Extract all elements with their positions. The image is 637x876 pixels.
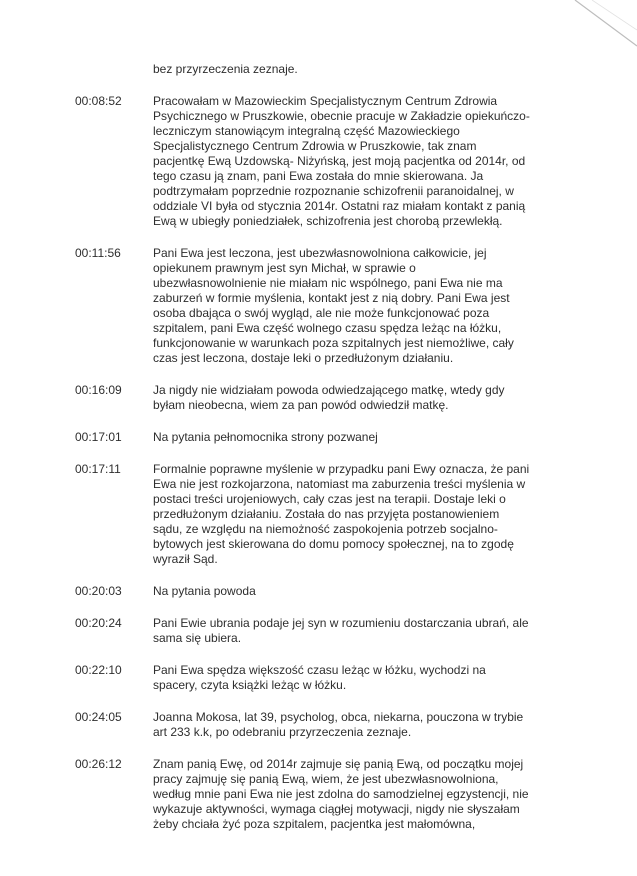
entry-text: Na pytania powoda — [153, 584, 256, 598]
entry-text: Pani Ewa jest leczona, jest ubezwłasnowolniona całkowicie, jej opiekunem prawnym jest syn Michał, w sprawie o ubezwłasnowolnienie nie miałam nic wspólnego, pani Ewa nie ma zaburzeń w formie myślenia, kontakt jest z nią dobry. Pani Ewa jest osoba dbająca o swój wygląd, ale nie może funkcjonować poza szpitalem, pani Ewa część wolnego czasu spędza leżąc na łóżku, funkcjonowanie w warunkach poza szpitalnych jest niemożliwe, cały czas jest leczona, dostaje leki o przedłużonym działaniu. — [153, 246, 514, 365]
transcript-entry — [0, 383, 637, 413]
entry-text: Ja nigdy nie widziałam powoda odwiedzającego matkę, wtedy gdy byłam nieobecna, wiem za pan powód odwiedził matkę. — [153, 383, 505, 412]
timestamp: 00:11:56 — [75, 246, 121, 260]
intro-line: bez przyrzeczenia zeznaje. — [153, 62, 298, 76]
transcript-entry — [0, 757, 637, 832]
transcript-entry — [0, 246, 637, 366]
timestamp: 00:16:09 — [75, 383, 122, 397]
entry-text: Pracowałam w Mazowieckim Specjalistycznym Centrum Zdrowia Psychicznego w Pruszkowie, obecnie pracuje w Zakładzie opiekuńczo- leczniczym stanowiącym integralną część Mazowieckiego Specjalistycznego Centrum Zdrowia w Pruszkowie, tak znam pacjentkę Ewą Uzdowską- Niżyńską, jest moją pacjentka od 2014r, od tego czasu ją znam, pani Ewa została do mnie skierowana. Ja podtrzymałam poprzednie rozpoznanie schizofrenii paranoidalnej, w oddziale VI była od stycznia 2014r. Ostatni raz miałam kontakt z panią Ewą w ubiegły poniedziałek, schizofrenia jest chorobą przewlekłą. — [153, 94, 530, 228]
timestamp: 00:17:01 — [75, 430, 122, 444]
entry-text: Joanna Mokosa, lat 39, psycholog, obca, niekarna, pouczona w trybie art 233 k.k, po odebraniu przyrzeczenia zeznaje. — [153, 710, 524, 739]
entry-text: Pani Ewie ubrania podaje jej syn w rozumieniu dostarczania ubrań, ale sama się ubiera. — [153, 616, 529, 645]
transcript-body — [0, 62, 637, 849]
entry-text: Znam panią Ewę, od 2014r zajmuje się panią Ewą, od początku mojej pracy zajmuję się panią Ewą, wiem, że jest ubezwłasnowolniona, według mnie pani Ewa nie jest zdolna do samodzielnej egzystencji, nie wykazuje aktywności, wymaga ciągłej motywacji, nigdy nie słyszałam żeby chciała żyć poza szpitalem, pacjentka jest małomówna, — [153, 757, 529, 831]
transcript-entry — [0, 584, 637, 599]
timestamp: 00:20:24 — [75, 616, 122, 630]
transcript-entry — [0, 462, 637, 567]
transcript-entry — [0, 94, 637, 229]
transcript-entry — [0, 710, 637, 740]
timestamp: 00:20:03 — [75, 584, 122, 598]
timestamp: 00:26:12 — [75, 757, 122, 771]
timestamp: 00:22:10 — [75, 663, 122, 677]
entry-text: Pani Ewa spędza większość czasu leżąc w łóżku, wychodzi na spacery, czyta książki leżąc w łóżku. — [153, 663, 486, 692]
timestamp: 00:17:11 — [75, 462, 121, 476]
transcript-entry — [0, 616, 637, 646]
transcript-entry — [0, 430, 637, 445]
timestamp: 00:08:52 — [75, 94, 122, 108]
transcript-entry — [0, 663, 637, 693]
entry-text: Na pytania pełnomocnika strony pozwanej — [153, 430, 378, 444]
entry-text: Formalnie poprawne myślenie w przypadku pani Ewy oznacza, że pani Ewa nie jest rozkojarzona, natomiast ma zaburzenia treści myślenia w postaci treści urojeniowych, cały czas jest na terapii. Dostaje leki o przedłużonym działaniu. Została do nas przyjęta postanowieniem sądu, ze względu na niemożność zaspokojenia potrzeb socjalno- bytowych jest skierowana do domu pomocy społecznej, na to zgodę wyraził Sąd. — [153, 462, 530, 566]
timestamp: 00:24:05 — [75, 710, 122, 724]
page-fold-mark — [537, 0, 637, 60]
